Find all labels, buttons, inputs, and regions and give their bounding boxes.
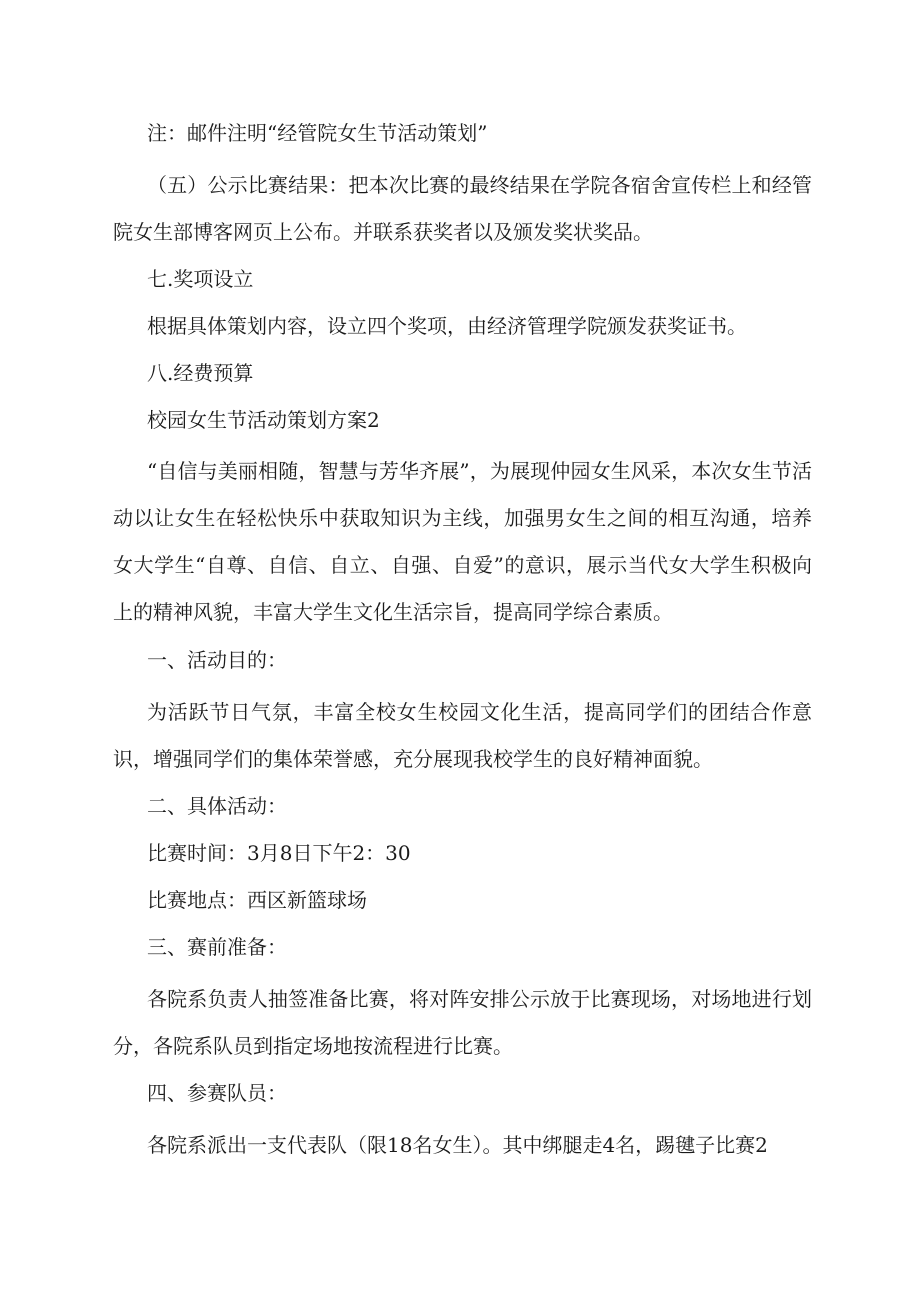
paragraph-intro: “自信与美丽相随，智慧与芳华齐展”，为展现仲园女生风采，本次女生节活动以让女生在轻松快乐中获取知识为主线，加强男女生之间的相互沟通，培养女大学生“自尊、自信、自立、自强、自爱”的意识，展示当代女大学生积极向上的精神风貌，丰富大学生文化生活宗旨，提高同学综合素质。 (113, 459, 812, 624)
match-time: 比赛时间：3月8日下午2：30 (147, 841, 411, 865)
heading-activities: 二、具体活动： (147, 794, 287, 818)
note-email-subject: 注：邮件注明“经管院女生节活动策划” (147, 121, 488, 145)
paragraph-purpose: 为活跃节日气氛，丰富全校女生校园文化生活，提高同学们的团结合作意识，增强同学们的集体荣誉感，充分展现我校学生的良好精神面貌。 (113, 700, 812, 771)
heading-awards: 七.奖项设立 (147, 267, 254, 291)
heading-preparation: 三、赛前准备： (147, 935, 287, 959)
plan-title: 校园女生节活动策划方案2 (147, 408, 380, 432)
match-location: 比赛地点：西区新篮球场 (147, 888, 367, 912)
paragraph-awards: 根据具体策划内容，设立四个奖项，由经济管理学院颁发获奖证书。 (147, 314, 747, 338)
heading-budget: 八.经费预算 (147, 361, 254, 385)
paragraph-preparation: 各院系负责人抽签准备比赛，将对阵安排公示放于比赛现场，对场地进行划分，各院系队员到指定场地按流程进行比赛。 (113, 987, 812, 1058)
paragraph-participants: 各院系派出一支代表队（限18名女生）。其中绑腿走4名，踢毽子比赛2 (147, 1133, 768, 1157)
heading-purpose: 一、活动目的： (147, 648, 287, 672)
paragraph-publish-results: （五）公示比赛结果：把本次比赛的最终结果在学院各宿舍宣传栏上和经管院女生部博客网页上公布。并联系获奖者以及颁发奖状奖品。 (113, 173, 812, 244)
heading-participants: 四、参赛队员： (147, 1081, 287, 1105)
